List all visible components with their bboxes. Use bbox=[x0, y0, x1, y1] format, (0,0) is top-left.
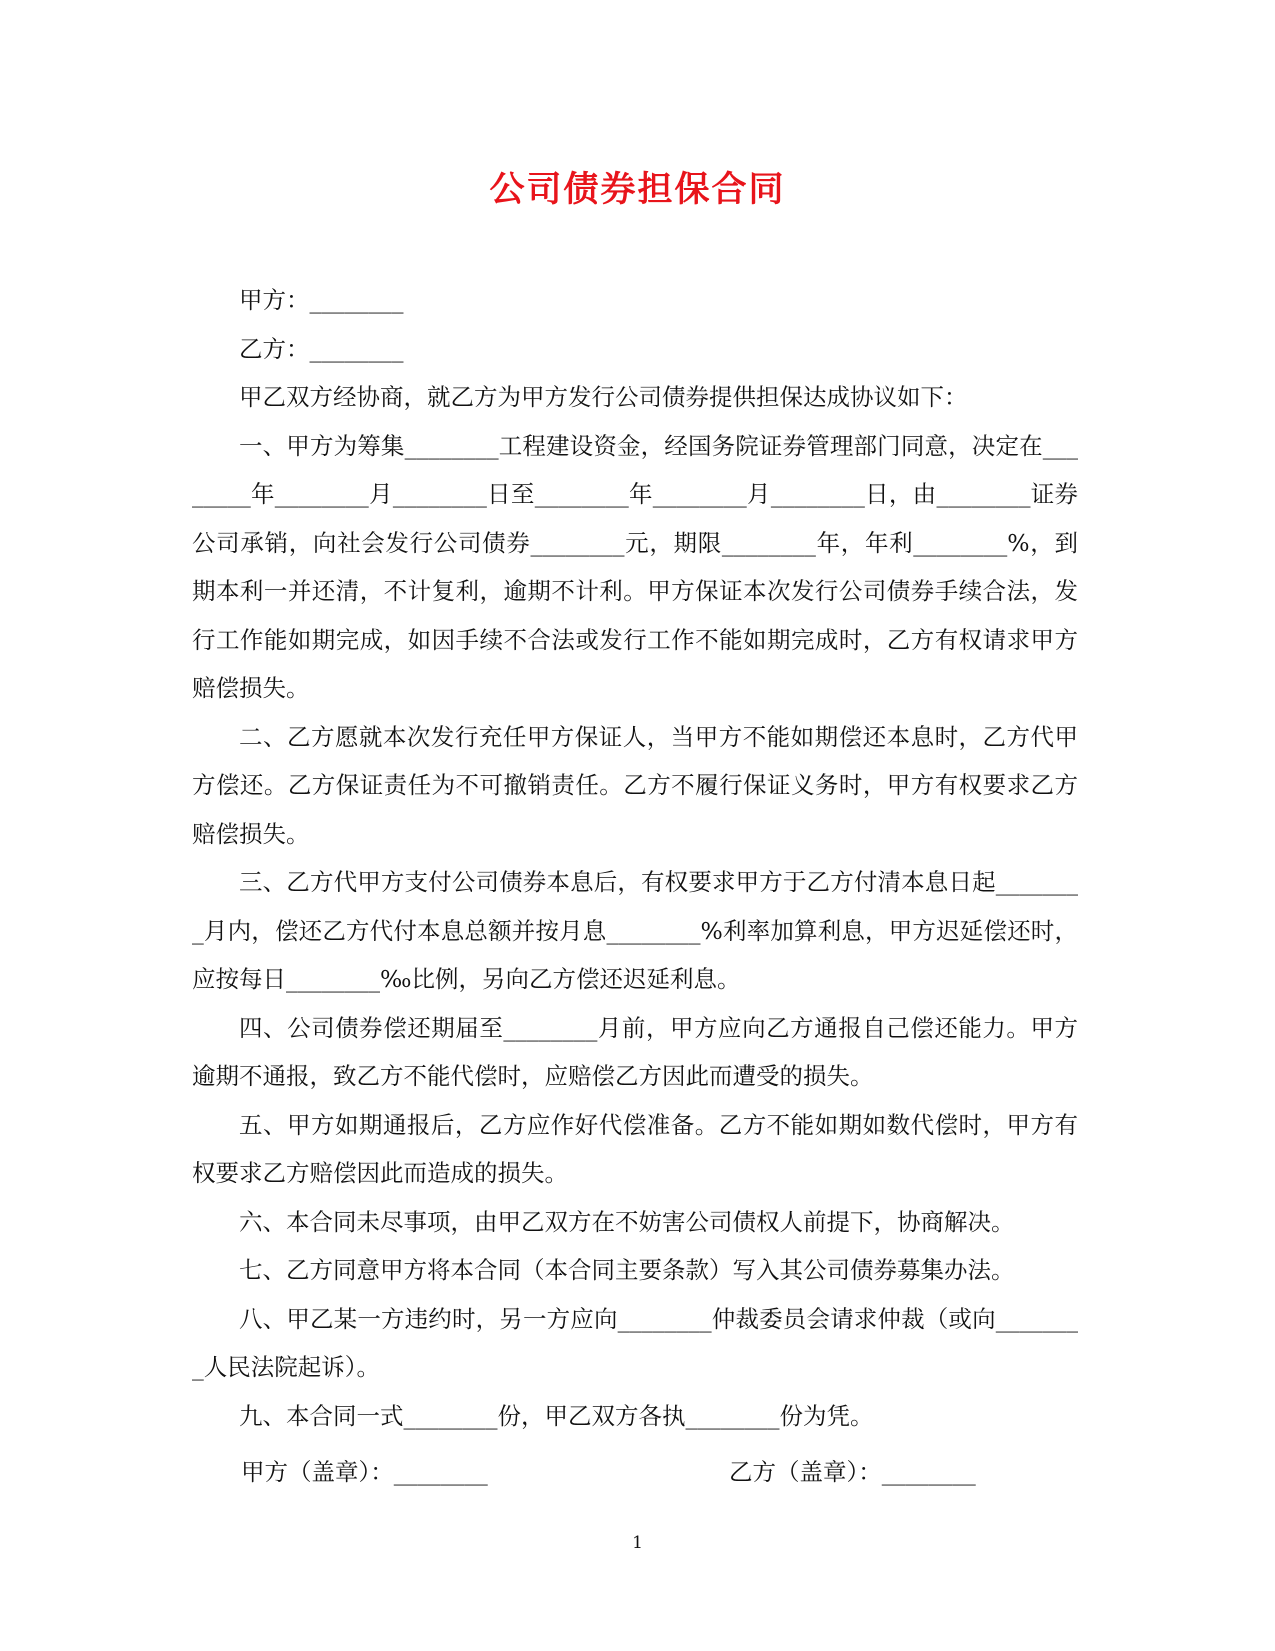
clause-6: 六、本合同未尽事项，由甲乙双方在不妨害公司债权人前提下，协商解决。 bbox=[239, 1207, 1015, 1236]
clause-3: 三、乙方代甲方支付公司债券本息后，有权要求甲方于乙方付清本息日起________月内，偿还乙方代付本息总额并按月息________%利率加算利息，甲方迟延偿还时，应按每日________‰比例，另向乙方偿还迟延利息。 bbox=[192, 868, 1078, 993]
clause-9: 九、本合同一式________份，甲乙双方各执________份为凭。 bbox=[239, 1401, 874, 1430]
party-a-line: 甲方：________ bbox=[239, 286, 404, 314]
party-a-seal: 甲方（盖章）：________ bbox=[241, 1458, 488, 1486]
clause-1: 一、甲方为筹集________工程建设资金，经国务院证券管理部门同意，决定在________年________月________日至________年________月________日，由________证券公司承销，向社会发行公司债券________元，期限________年，年利________%，到期本利一并还清，不计复利，逾期不计利。甲方保证本次发行公司债券手续合法，发行工作能如期完成，如因手续不合法或发行工作不能如期完成时，乙方有权请求甲方赔偿损失。 bbox=[192, 431, 1078, 702]
clause-2: 二、乙方愿就本次发行充任甲方保证人，当甲方不能如期偿还本息时，乙方代甲方偿还。乙方保证责任为不可撤销责任。乙方不履行保证义务时，甲方有权要求乙方赔偿损失。 bbox=[192, 722, 1078, 848]
clause-8: 八、甲乙某一方违约时，另一方应向________仲裁委员会请求仲裁（或向________人民法院起诉）。 bbox=[192, 1304, 1078, 1381]
page-number: 1 bbox=[632, 1533, 643, 1553]
document-title: 公司债券担保合同 bbox=[489, 169, 786, 210]
intro-paragraph: 甲乙双方经协商，就乙方为甲方发行公司债券提供担保达成协议如下： bbox=[239, 383, 968, 411]
clause-5: 五、甲方如期通报后，乙方应作好代偿准备。乙方不能如期如数代偿时，甲方有权要求乙方赔偿因此而造成的损失。 bbox=[192, 1110, 1078, 1187]
clause-7: 七、乙方同意甲方将本合同（本合同主要条款）写入其公司债券募集办法。 bbox=[239, 1256, 1015, 1284]
document-body bbox=[192, 276, 1078, 1440]
clause-4: 四、公司债券偿还期届至________月前，甲方应向乙方通报自己偿还能力。甲方逾期不通报，致乙方不能代偿时，应赔偿乙方因此而遭受的损失。 bbox=[192, 1013, 1078, 1090]
party-b-line: 乙方：________ bbox=[239, 334, 404, 363]
party-b-seal: 乙方（盖章）：________ bbox=[729, 1458, 976, 1486]
